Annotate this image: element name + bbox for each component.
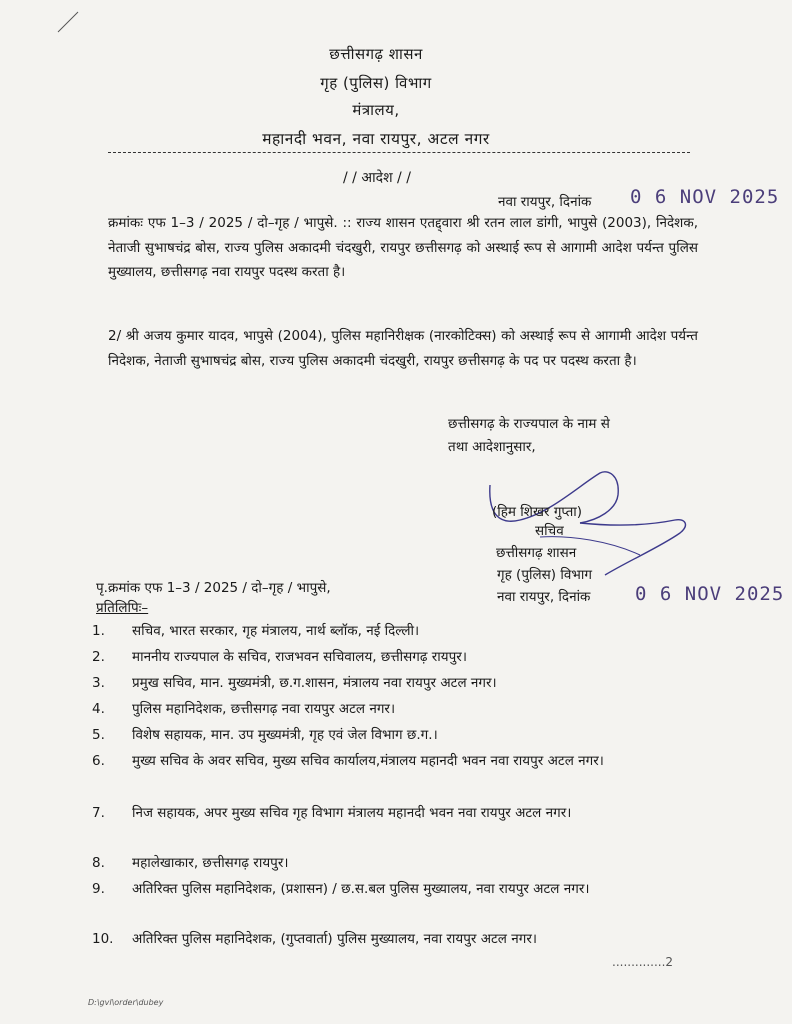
list-item-text: मुख्य सचिव के अवर सचिव, मुख्य सचिव कार्यालय,मंत्रालय महानदी भवन नवा रायपुर अटल नगर।: [132, 753, 604, 769]
file-path-note: D:\gvl\order\dubey: [88, 998, 164, 1007]
endorsement-reference: पृ.क्रमांक एफ 1–3 / 2025 / दो–गृह / भापुसे,: [96, 580, 331, 596]
list-item-text: अतिरिक्त पुलिस महानिदेशक, (प्रशासन) / छ.स.बल पुलिस मुख्यालय, नवा रायपुर अटल नगर।: [132, 881, 590, 897]
list-item: [92, 928, 712, 954]
signatory-date-stamp: 0 6 NOV 2025: [635, 583, 785, 605]
list-item: [92, 620, 712, 646]
list-item-text: सचिव, भारत सरकार, गृह मंत्रालय, नार्थ ब्लॉक, नई दिल्ली।: [132, 623, 420, 639]
list-item: [92, 646, 712, 672]
corner-pen-mark: [52, 8, 92, 36]
list-item: [92, 724, 712, 750]
signatory-government: छत्तीसगढ़ शासन: [496, 545, 577, 561]
list-item-number: 6.: [92, 753, 105, 769]
list-item-number: 1.: [92, 623, 105, 639]
list-item: [92, 698, 712, 724]
list-item: [92, 852, 712, 878]
header-address: महानदी भवन, नवा रायपुर, अटल नगर: [262, 130, 490, 148]
copy-to-heading: प्रतिलिपिः–: [96, 600, 149, 616]
list-item-number: 2.: [92, 649, 105, 665]
list-item-text: महालेखाकार, छत्तीसगढ़ रायपुर।: [132, 855, 289, 871]
signatory-department: गृह (पुलिस) विभाग: [497, 567, 592, 583]
list-item-number: 5.: [92, 727, 105, 743]
order-title: / / आदेश / /: [343, 170, 411, 186]
order-paragraph-2: 2/ श्री अजय कुमार यादव, भापुसे (2004), पुलिस महानिरीक्षक (नारकोटिक्स) को अस्थाई रूप से आगामी आदेश पर्यन्त निदेशक, नेताजी सुभाषचंद्र बोस, राज्य पुलिस अकादमी चंदखुरी, रायपुर छत्तीसगढ़ के पद पर पदस्थ करता है।: [108, 328, 698, 369]
list-item-number: 3.: [92, 675, 105, 691]
list-item: [92, 878, 712, 928]
copy-recipient-list: [92, 620, 712, 954]
list-item-text: पुलिस महानिदेशक, छत्तीसगढ़ नवा रायपुर अटल नगर।: [132, 701, 396, 717]
page-number: ..............2: [612, 955, 674, 969]
authority-line-2: तथा आदेशानुसार,: [448, 439, 536, 455]
list-item-number: 9.: [92, 881, 105, 897]
authority-line-1: छत्तीसगढ़ के राज्यपाल के नाम से: [448, 416, 610, 432]
date-stamp: 0 6 NOV 2025: [630, 186, 780, 208]
authority-line: [448, 413, 610, 459]
header-ministry: मंत्रालय,: [352, 101, 400, 119]
list-item-text: विशेष सहायक, मान. उप मुख्यमंत्री, गृह एवं जेल विभाग छ.ग.।: [132, 727, 438, 743]
place-date-label: नवा रायपुर, दिनांक: [498, 194, 592, 210]
list-item: [92, 750, 712, 802]
signatory-name: (हिम शिखर गुप्ता): [492, 504, 583, 520]
list-item-number: 7.: [92, 805, 105, 821]
order-paragraph-1: क्रमांकः एफ 1–3 / 2025 / दो–गृह / भापुसे. :: राज्य शासन एतद्द्वारा श्री रतन लाल डांगी, भापुसे (2003), निदेशक, नेताजी सुभाषचंद्र बोस, राज्य पुलिस अकादमी चंदखुरी, रायपुर छत्तीसगढ़ को अस्थाई रूप से आगामी आदेश पर्यन्त पुलिस मुख्यालय, छत्तीसगढ़ नवा रायपुर पदस्थ करता है।: [108, 215, 698, 280]
list-item-text: प्रमुख सचिव, मान. मुख्यमंत्री, छ.ग.शासन, मंत्रालय नवा रायपुर अटल नगर।: [132, 675, 497, 691]
list-item-number: 10.: [92, 931, 114, 947]
list-item: [92, 802, 712, 852]
list-item-number: 8.: [92, 855, 105, 871]
list-item-text: अतिरिक्त पुलिस महानिदेशक, (गुप्तवार्ता) पुलिस मुख्यालय, नवा रायपुर अटल नगर।: [132, 931, 537, 947]
header-divider: [108, 152, 690, 153]
header-department: गृह (पुलिस) विभाग: [320, 74, 432, 92]
list-item-text: निज सहायक, अपर मुख्य सचिव गृह विभाग मंत्रालय महानदी भवन नवा रायपुर अटल नगर।: [132, 805, 572, 821]
list-item-number: 4.: [92, 701, 105, 717]
signatory-place-date: नवा रायपुर, दिनांक: [497, 589, 591, 605]
header-government: छत्तीसगढ़ शासन: [329, 45, 423, 63]
list-item: [92, 672, 712, 698]
list-item-text: माननीय राज्यपाल के सचिव, राजभवन सचिवालय, छत्तीसगढ़ रायपुर।: [132, 649, 467, 665]
signatory-designation: सचिव: [535, 523, 564, 539]
